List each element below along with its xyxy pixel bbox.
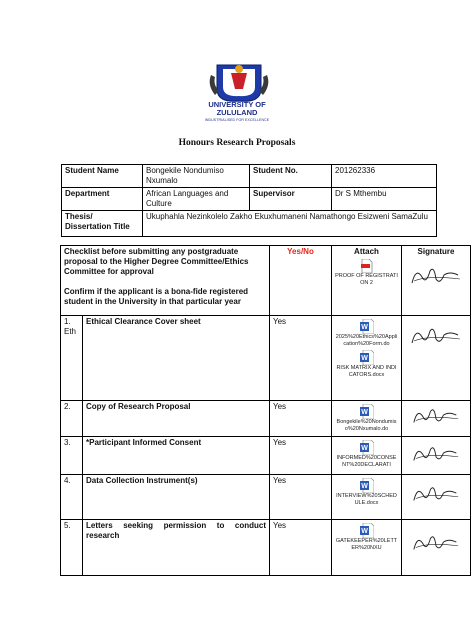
- attachment-filename[interactable]: INTERVIEW%20SCHEDULE.docx: [336, 493, 397, 506]
- attachment-filename[interactable]: INFORMED%20CONSENT%20DECLARATI: [336, 455, 397, 468]
- signature-image: [408, 531, 464, 555]
- university-tagline: INDUSTRIALISED FOR EXCELLENCE: [204, 118, 270, 122]
- yes-no-answer: Yes: [270, 437, 332, 475]
- signature-image: [408, 404, 464, 428]
- checklist-item: Data Collection Instrument(s): [83, 475, 270, 520]
- table-row: [61, 401, 471, 437]
- word-file-icon[interactable]: [360, 523, 374, 538]
- thesis-title-label: [62, 211, 143, 237]
- signature-cell: [402, 437, 471, 475]
- table-row: [61, 437, 471, 475]
- yes-no-answer: Yes: [270, 316, 332, 401]
- yes-no-column-header: Yes/No: [270, 246, 332, 316]
- row-number: 2.: [61, 401, 83, 437]
- student-name-value: Bongekile Nondumiso Nxumalo: [143, 165, 250, 188]
- signature-cell: [402, 316, 471, 401]
- supervisor-value: Dr S Mthembu: [332, 188, 437, 211]
- row-number: 3.: [61, 437, 83, 475]
- signature-image: [408, 482, 464, 506]
- signature-image: [408, 323, 464, 349]
- university-name: [190, 101, 284, 117]
- page-title: Honours Research Proposals: [178, 138, 296, 148]
- checklist-header-cell: [61, 246, 270, 316]
- attachment-filename[interactable]: 2025%20Ethics%20Application%20Form.do: [335, 334, 398, 347]
- university-name-line1: UNIVERSITY OF: [208, 100, 266, 109]
- row-number: [61, 316, 83, 401]
- attachment-filename[interactable]: Bongekile%20Nondumiso%20Nxumalo.do: [336, 419, 397, 432]
- attach-column-header: [332, 246, 402, 316]
- checklist-instructions: Checklist before submitting any postgraduate proposal to the Higher Degree Committee/Ethics Committee for approval: [64, 247, 249, 276]
- student-info-table: [61, 164, 437, 237]
- checklist-table: [60, 245, 471, 576]
- attachment-cell: [332, 316, 402, 401]
- checklist-item: Copy of Research Proposal: [83, 401, 270, 437]
- department-value: African Languages and Culture: [143, 188, 250, 211]
- thesis-title-value: Ukuphahla Nezinkolelo Zakho Ekuxhumaneni Namathongo Esizweni SamaZulu: [143, 211, 437, 237]
- svg-text:W: W: [360, 324, 368, 331]
- signature-column-header: [402, 246, 471, 316]
- svg-text:W: W: [360, 445, 368, 452]
- checklist-item: Ethical Clearance Cover sheet: [83, 316, 270, 401]
- attachment-filename[interactable]: RISK MATRIX AND INDICATORS.docx: [336, 365, 397, 378]
- svg-text:W: W: [360, 483, 368, 490]
- attachment-cell: [332, 520, 402, 576]
- student-no-label: Student No.: [250, 165, 332, 188]
- attachment-cell: [332, 437, 402, 475]
- signature-image: [408, 442, 464, 466]
- svg-text:W: W: [360, 528, 368, 535]
- checklist-item: *Participant Informed Consent: [83, 437, 270, 475]
- attach-header-label: Attach: [354, 247, 379, 256]
- student-name-label: Student Name: [62, 165, 143, 188]
- table-row: [61, 520, 471, 576]
- row-number: 4.: [61, 475, 83, 520]
- student-no-value: 201262336: [332, 165, 437, 188]
- attachment-cell: [332, 401, 402, 437]
- thesis-label-line1: Thesis/: [65, 212, 93, 221]
- supervisor-label: Supervisor: [250, 188, 332, 211]
- signature-header-label: Signature: [417, 247, 455, 256]
- row-number-text: 1.: [64, 317, 71, 326]
- yes-no-answer: Yes: [270, 475, 332, 520]
- word-file-icon[interactable]: [360, 478, 374, 493]
- proof-of-registration-filename[interactable]: PROOF OF REGISTRATION 2: [335, 273, 398, 286]
- thesis-label-line2: Dissertation Title: [65, 222, 130, 231]
- row-number-subtext: Eth: [64, 327, 77, 336]
- attachment-cell: [332, 475, 402, 520]
- yes-no-answer: Yes: [270, 401, 332, 437]
- word-file-icon[interactable]: [360, 350, 374, 365]
- word-file-icon[interactable]: [360, 319, 374, 334]
- department-label: Department: [62, 188, 143, 211]
- table-row: [61, 475, 471, 520]
- signature-cell: [402, 401, 471, 437]
- signature-image: [408, 263, 464, 289]
- checklist-item: Letters seeking permission to conduct research: [83, 520, 270, 576]
- bona-fide-confirmation: Confirm if the applicant is a bona-fide registered student in the University in that particular year: [64, 287, 249, 306]
- table-row: [61, 316, 471, 401]
- attachment-filename[interactable]: GATEKEEPER%20LETTER%20NXU: [335, 538, 398, 551]
- university-name-line2: ZULULAND: [216, 108, 258, 117]
- row-number: 5.: [61, 520, 83, 576]
- signature-cell: [402, 520, 471, 576]
- signature-cell: [402, 475, 471, 520]
- word-file-icon[interactable]: [360, 404, 374, 419]
- word-file-icon[interactable]: [360, 440, 374, 455]
- pdf-file-icon[interactable]: [361, 259, 373, 273]
- svg-text:W: W: [360, 409, 368, 416]
- yes-no-answer: Yes: [270, 520, 332, 576]
- svg-text:W: W: [360, 355, 368, 362]
